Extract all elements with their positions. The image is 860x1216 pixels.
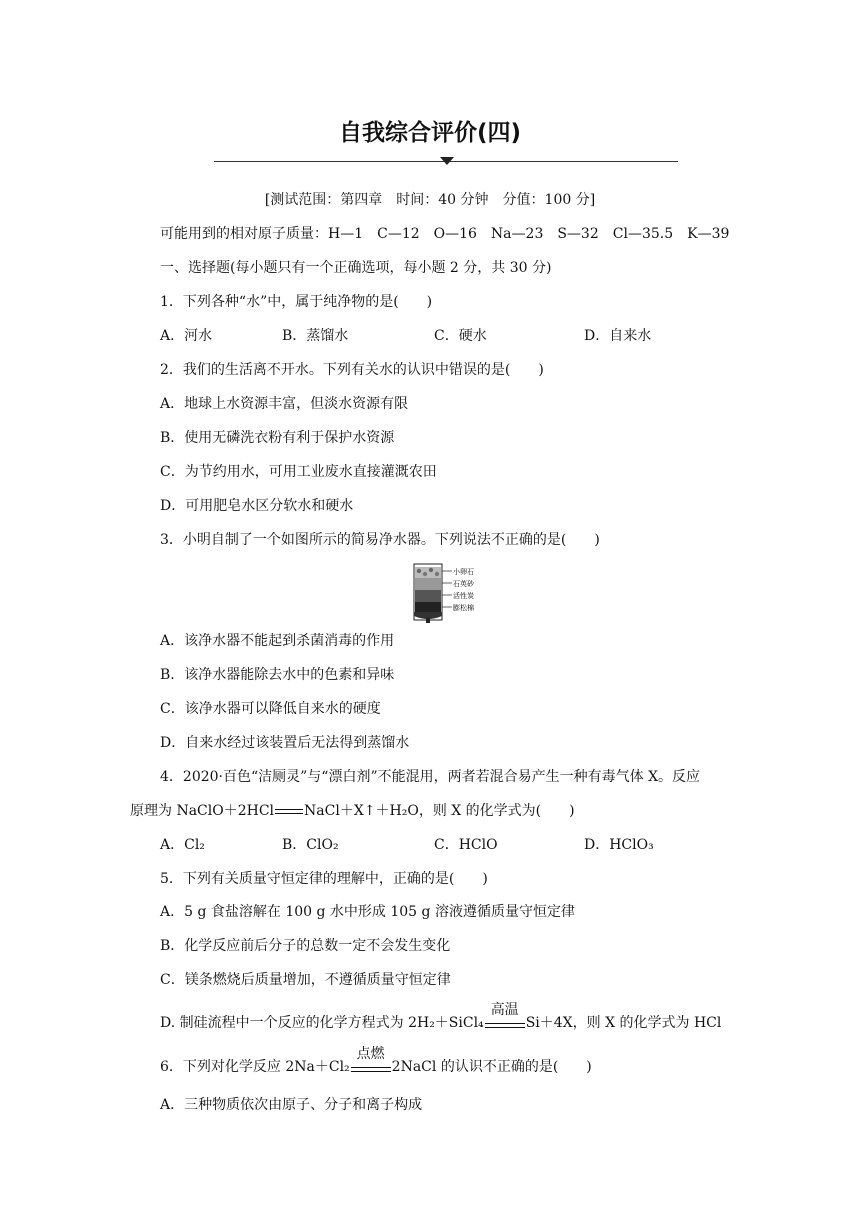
q2-option-c: C．为节约用水，可用工业废水直接灌溉农田	[160, 464, 437, 480]
q2-stem: 2．我们的生活离不开水。下列有关水的认识中错误的是( )	[160, 362, 544, 378]
section-heading: 一、选择题(每小题只有一个正确选项，每小题 2 分，共 30 分)	[160, 260, 552, 276]
equals-sign-icon	[275, 809, 303, 814]
q5-stem: 5．下列有关质量守恒定律的理解中，正确的是( )	[160, 871, 488, 887]
q3-option-d: D．自来水经过该装置后无法得到蒸馏水	[160, 735, 410, 751]
reaction-condition	[484, 1002, 526, 1032]
q1-option-d: D．自来水	[584, 328, 652, 344]
q6-stem-right: 2NaCl 的认识不正确的是( )	[391, 1059, 592, 1075]
q6-stem	[160, 1046, 592, 1076]
reaction-condition	[350, 1046, 392, 1076]
q4-stem-line2	[130, 802, 575, 820]
q3-stem: 3．小明自制了一个如图所示的简易净水器。下列说法不正确的是( )	[160, 532, 600, 548]
condition-ignite: 点燃	[356, 1046, 385, 1062]
q4-equation-left: 原理为 NaClO＋2HCl	[130, 803, 275, 819]
condition-high-temp: 高温	[490, 1002, 519, 1018]
q3-option-b: B．该净水器能除去水中的色素和异味	[160, 667, 395, 683]
q3-option-c: C．该净水器可以降低自来水的硬度	[160, 701, 381, 717]
q2-option-b: B．使用无磷洗衣粉有利于保护水资源	[160, 430, 395, 446]
q1-option-c: C．硬水	[434, 328, 487, 344]
page-title: 自我综合评价(四)	[338, 120, 522, 146]
q5-option-b: B．化学反应前后分子的总数一定不会发生变化	[160, 938, 451, 954]
filter-label-carbon: 活性炭	[453, 592, 474, 600]
q5-option-c: C．镁条燃烧后质量增加，不遵循质量守恒定律	[160, 972, 451, 988]
q4-option-d: D．HClO₃	[584, 837, 654, 853]
q5-d-left: D. 制硅流程中一个反应的化学方程式为 2H₂＋SiCl₄	[160, 1015, 484, 1031]
q4-option-c: C．HClO	[434, 837, 498, 853]
filter-label-cotton: 膨松棉	[453, 604, 474, 612]
q5-option-d	[160, 1002, 722, 1032]
q5-d-right: Si＋4X，则 X 的化学式为 HCl	[525, 1015, 722, 1031]
q5-option-a: A．5 g 食盐溶解在 100 g 水中形成 105 g 溶液遵循质量守恒定律	[160, 904, 575, 920]
q1-option-a: A．河水	[160, 328, 213, 344]
q6-option-a: A．三种物质依次由原子、分子和离子构成	[160, 1097, 423, 1113]
filter-label-pebbles: 小卵石	[453, 568, 474, 576]
filter-label-sand: 石英砂	[453, 580, 474, 588]
test-info: [测试范围：第四章 时间：40 分钟 分值：100 分]	[264, 192, 596, 208]
q4-stem-line1: 4．2020·百色“洁厕灵”与“漂白剂”不能混用，两者若混合易产生一种有毒气体 X。反应	[160, 769, 701, 785]
q4-equation-right: NaCl＋X↑＋H₂O，则 X 的化学式为( )	[304, 803, 575, 819]
q3-option-a: A．该净水器不能起到杀菌消毒的作用	[160, 633, 395, 649]
divider-marker-icon	[440, 157, 454, 165]
q6-stem-left: 6．下列对化学反应 2Na＋Cl₂	[160, 1059, 350, 1075]
q1-stem: 1．下列各种“水”中，属于纯净物的是( )	[160, 294, 433, 310]
equals-sign-icon	[351, 1067, 391, 1072]
q2-option-d: D．可用肥皂水区分软水和硬水	[160, 498, 354, 514]
q4-option-b: B．ClO₂	[282, 837, 339, 853]
water-filter-figure	[406, 562, 510, 624]
q2-option-a: A．地球上水资源丰富，但淡水资源有限	[160, 396, 409, 412]
atomic-masses: 可能用到的相对原子质量：H—1 C—12 O—16 Na—23 S—32 Cl—35.5 K—39	[160, 226, 730, 242]
q1-option-b: B．蒸馏水	[282, 328, 349, 344]
equals-sign-icon	[485, 1023, 525, 1028]
q4-option-a: A．Cl₂	[160, 837, 205, 853]
